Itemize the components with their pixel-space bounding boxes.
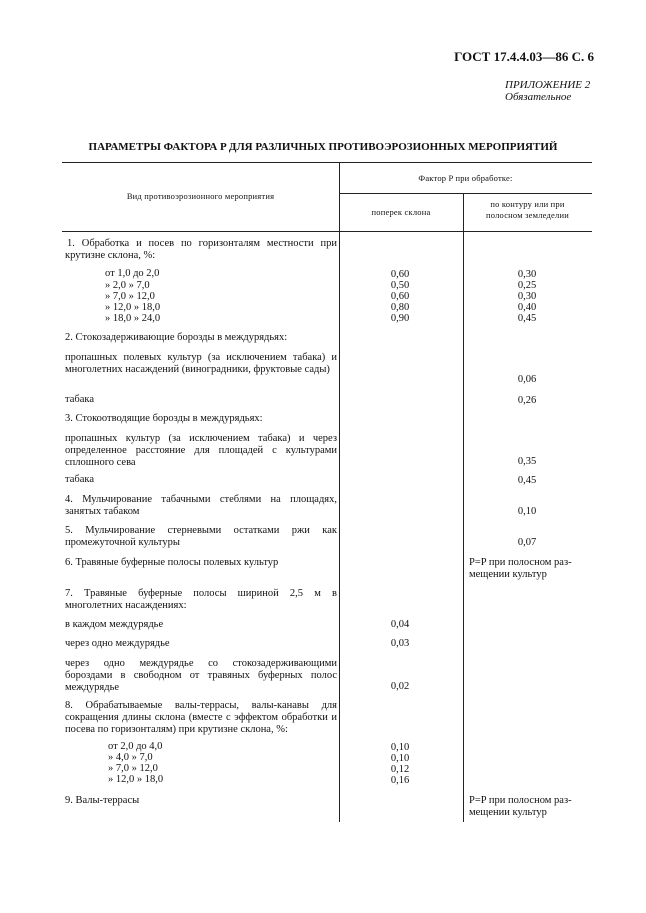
value: 0,16: [390, 775, 410, 786]
value: 0,10: [390, 753, 410, 764]
column-divider-2: [463, 193, 464, 822]
row-4-text: 4. Мульчирование табачными стеблями на площадях, занятых табаком: [65, 494, 337, 518]
range-item: » 2,0 » 7,0: [105, 280, 150, 292]
table-top-rule: [62, 162, 592, 163]
value: 0,40: [517, 302, 537, 313]
note-line: мещении культур: [469, 569, 547, 581]
row-7a-across-value: 0,04: [390, 619, 410, 630]
range-item: » 4,0 » 7,0: [108, 752, 153, 763]
appendix-label: [505, 79, 590, 103]
row-6-text: 6. Травяные буферные полосы полевых культур: [65, 557, 279, 568]
row-8-ranges: [108, 741, 163, 785]
table-header-rule: [62, 231, 592, 232]
row-2b-text: табака: [65, 394, 94, 405]
range-item: от 2,0 до 4,0: [108, 741, 163, 752]
appendix-status: Обязательное: [505, 91, 572, 103]
range-item: » 12,0 » 18,0: [108, 774, 164, 785]
row-7-text: 7. Травяные буферные полосы шириной 2,5 м в многолетних насаждениях:: [65, 588, 337, 612]
value: 0,80: [390, 302, 410, 313]
row-7b-text: через одно междурядье: [65, 638, 170, 649]
row-7c-across-value: 0,02: [390, 681, 410, 692]
value: 0,90: [390, 313, 410, 324]
range-item: от 1,0 до 2,0: [105, 268, 160, 279]
column-header-contour: [463, 199, 592, 221]
range-item: » 7,0 » 12,0: [108, 763, 158, 774]
column-header-contour-line1: по контуру или при: [490, 199, 565, 209]
row-1-text: 1. Обработка и посев по горизонталям местности при крутизне склона, %:: [65, 238, 337, 262]
row-3-text: 3. Стокоотводящие борозды в междурядьях:: [65, 413, 263, 424]
row-7a-text: в каждом междурядье: [65, 619, 164, 630]
page-title: ПАРАМЕТРЫ ФАКТОРА P ДЛЯ РАЗЛИЧНЫХ ПРОТИВОЭРОЗИОННЫХ МЕРОПРИЯТИЙ: [88, 141, 558, 153]
row-3a-text: пропашных культур (за исключением табака) и через определенное расстояние для площадей с культурами сплошного сева: [65, 433, 337, 469]
note-line: P=P при полосном раз-: [469, 557, 572, 568]
group-header-rule: [339, 193, 592, 194]
range-item: » 7,0 » 12,0: [105, 291, 155, 303]
value: 0,50: [390, 280, 410, 291]
range-item: » 18,0 » 24,0: [105, 313, 161, 325]
row-6-contour-note: [469, 557, 572, 581]
appendix-number: ПРИЛОЖЕНИЕ 2: [505, 79, 591, 91]
row-2b-contour-value: 0,26: [517, 395, 537, 406]
column-header-across: поперек склона: [371, 207, 431, 217]
row-9-text: 9. Валы-террасы: [65, 795, 140, 806]
value: 0,60: [390, 269, 410, 280]
value: 0,45: [517, 313, 537, 324]
row-5-text: 5. Мульчирование стерневыми остатками ржи как промежуточной культуры: [65, 525, 337, 549]
value: 0,30: [517, 269, 537, 280]
value: 0,25: [517, 280, 537, 291]
value: 0,30: [517, 291, 537, 302]
row-4-contour-value: 0,10: [517, 506, 537, 517]
row-2-text: 2. Стокозадерживающие борозды в междурядьях:: [65, 332, 288, 343]
value: 0,12: [390, 764, 410, 775]
row-3b-contour-value: 0,45: [517, 475, 537, 486]
row-9-contour-note: [469, 795, 572, 819]
column-header-measure: Вид противоэрозионного мероприятия: [126, 191, 275, 201]
row-7b-across-value: 0,03: [390, 638, 410, 649]
row-1-contour-values: [497, 269, 557, 324]
row-1-ranges: [105, 268, 160, 324]
row-3b-text: табака: [65, 474, 94, 485]
note-line: P=P при полосном раз-: [469, 795, 572, 806]
column-divider-1: [339, 162, 340, 822]
row-8-across-values: [370, 742, 430, 786]
row-1-across-values: [370, 269, 430, 324]
range-item: » 12,0 » 18,0: [105, 302, 161, 314]
row-8-text: 8. Обрабатываемые валы-террасы, валы-канавы для сокращения длины склона (вместе с эффектом обработки и посева по горизонталям) при крутизне склона, %:: [65, 700, 337, 736]
row-5-contour-value: 0,07: [517, 537, 537, 548]
column-header-contour-line2: полосном земледелии: [486, 210, 569, 220]
document-reference: ГОСТ 17.4.4.03—86 С. 6: [454, 49, 594, 64]
value: 0,10: [390, 742, 410, 753]
row-2a-contour-value: 0,06: [517, 374, 537, 385]
column-group-header: Фактор P при обработке:: [418, 173, 513, 183]
value: 0,60: [390, 291, 410, 302]
row-7c-text: через одно междурядье со стокозадерживающими бороздами в свободном от травяных буферных полос междурядье: [65, 658, 337, 694]
note-line: мещении культур: [469, 807, 547, 819]
row-2a-text: пропашных полевых культур (за исключением табака) и многолетних насаждений (виноградники, фруктовые сады): [65, 352, 337, 376]
row-3a-contour-value: 0,35: [517, 456, 537, 467]
